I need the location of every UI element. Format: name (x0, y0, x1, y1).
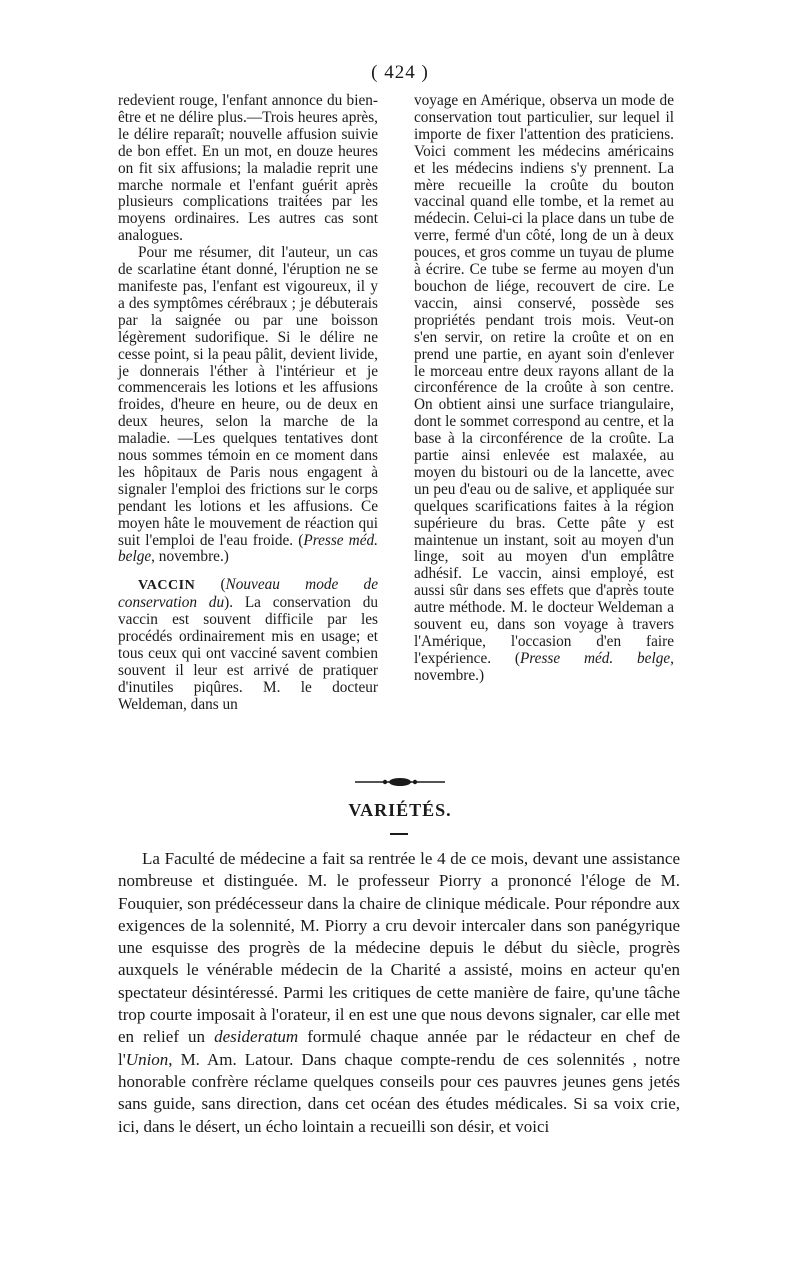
varietes-text (118, 848, 680, 1138)
varietes-text-3: , M. Am. Latour. Dans chaque compte-rendu de ces solennités , notre honorable confrère réclame quelques conseils pour ces pauvres jeunes gens jetés sans guide, sans direction, dans cet océan des études médicales. Si sa voix crie, ici, dans le désert, un écho lointain a recueilli son désir, et voici (118, 1049, 680, 1136)
paragraph-vaccin-continued (414, 93, 674, 685)
section-title: VARIÉTÉS. (348, 800, 452, 820)
paragraph-vaccin (118, 577, 378, 713)
source-citation: Presse méd. belge (519, 649, 671, 667)
desideratum-word: desideratum (214, 1027, 299, 1047)
vaccin-open-paren: ( (195, 576, 226, 594)
ornament-rule (355, 776, 445, 788)
citation-end: , novembre.) (151, 548, 229, 566)
vaccin-subtitle: Nouveau mode de conservation du (118, 576, 378, 612)
section-divider (0, 776, 800, 788)
varietes-text-1: La Faculté de médecine a fait sa rentrée le 4 de ce mois, devant une assistance nombreuse et distinguée. M. le professeur Piorry a prononcé l'éloge de M. Fouquier, son prédécesseur dans la chaire de clinique médicale. Pour répondre aux exigences de la solennité, M. Piorry a cru devoir intercaler dans son panégyrique une esquisse des progrès de la médecine depuis le début du siècle, progrès auxquels le vénérable médecin de la Charité a assisté, moins en acteur qu'en spectateur désintéressé. Parmi les critiques de cette manière de faire, qu'une tâche trop courte imposait à l'orateur, il en est une que nous devons signaler, car elle met en relief un (118, 849, 680, 1047)
right-column (414, 93, 674, 685)
summary-text: Pour me résumer, dit l'auteur, un cas de scarlatine étant donné, l'éruption ne se manifeste pas, l'enfant est vigoureux, il y a des symptômes cérébraux ; je débuterais par la saignée ou par une boisson légèrement sudorifique. Si le délire ne cesse point, si la peau pâlit, devient livide, je donnerais l'éther à l'intérieur et je commencerais les lotions et les affusions froides, d'heure en heure, ou de deux en deux heures, selon la marche de la maladie. —Les quelques tentatives dont nous sommes témoin en ce moment dans les hôpitaux de Paris nous engagent à signaler l'emploi des frictions sur le corps pendant les lotions et les affusions. Ce moyen hâte le mouvement de réaction qui suit l'emploi de l'eau froide. ( (118, 244, 378, 549)
varietes-text-2: formulé chaque année par le rédacteur en chef de l' (118, 1027, 680, 1069)
short-rule (390, 833, 408, 835)
left-column (118, 93, 378, 714)
paragraph-scarlatine-case: redevient rouge, l'enfant annonce du bien-être et ne délire plus.—Trois heures après, le délire reparaît; nouvelle affusion suivie de bon effet. En un mot, en douze heures on fit six affusions; la maladie reprit une marche normale et l'enfant guérit après plusieurs complications traitées par les moyens ordinaires. Les autres cas sont analogues. (118, 92, 378, 245)
vaccin-continued-text: voyage en Amérique, observa un mode de conservation tout particulier, sur lequel il importe de fixer l'attention des praticiens. Voici comment les médecins américains et les médecins indiens s'y prennent. La mère recueille la croûte du bouton vaccinal quand elle tombe, et la remet au médecin. Celui-ci la place dans un tube de verre, fermé d'un côté, long de un à deux pouces, et gros comme un tuyau de plume à écrire. Ce tube se ferme au moyen d'un bouchon de liége, recouvert de cire. Le vaccin, ainsi conservé, possède ses propriétés pendant trois mois. Veut-on s'en servir, on retire la croûte et on en prend une partie, en ayant soin d'enlever le morceau entre deux rayons allant de la circonférence de la croûte à son centre. On obtient ainsi une surface triangulaire, dont le sommet correspond au centre, et la base à la circonférence de la croûte. La partie ainsi enlevée est malaxée, au moyen du bistouri ou de la lancette, avec un peu d'eau ou de salive, et appliquée sur quelques scarifications faites à la région supérieure du bras. Cette pâte y est maintenue un instant, soit au moyen d'un linge, soit au moyen d'un emplâtre adhésif. Le vaccin, ainsi employé, est aussi sûr dans ses effets que d'après toute autre méthode. M. le docteur Weldeman a souvent eu, dans son voyage à travers l'Amérique, l'occasion d'en faire l'expérience. ( (414, 92, 674, 667)
source-citation: Presse méd. belge (118, 531, 378, 566)
citation-end: , novembre.) (414, 649, 674, 684)
page-number: ( 424 ) (371, 62, 429, 83)
vaccin-heading: VACCIN (138, 578, 196, 594)
paragraph-summary (118, 245, 378, 566)
vaccin-text: ). La conservation du vaccin est souvent difficile par les procédés ordinairement mis en usage; et tous ceux qui ont vacciné savent combien souvent il leur est arrivé de pratiquer d'inutiles piqûres. M. le docteur Weldeman, dans un (118, 594, 378, 713)
paragraph-faculte (118, 848, 680, 1138)
union-journal-name: Union (125, 1049, 169, 1069)
